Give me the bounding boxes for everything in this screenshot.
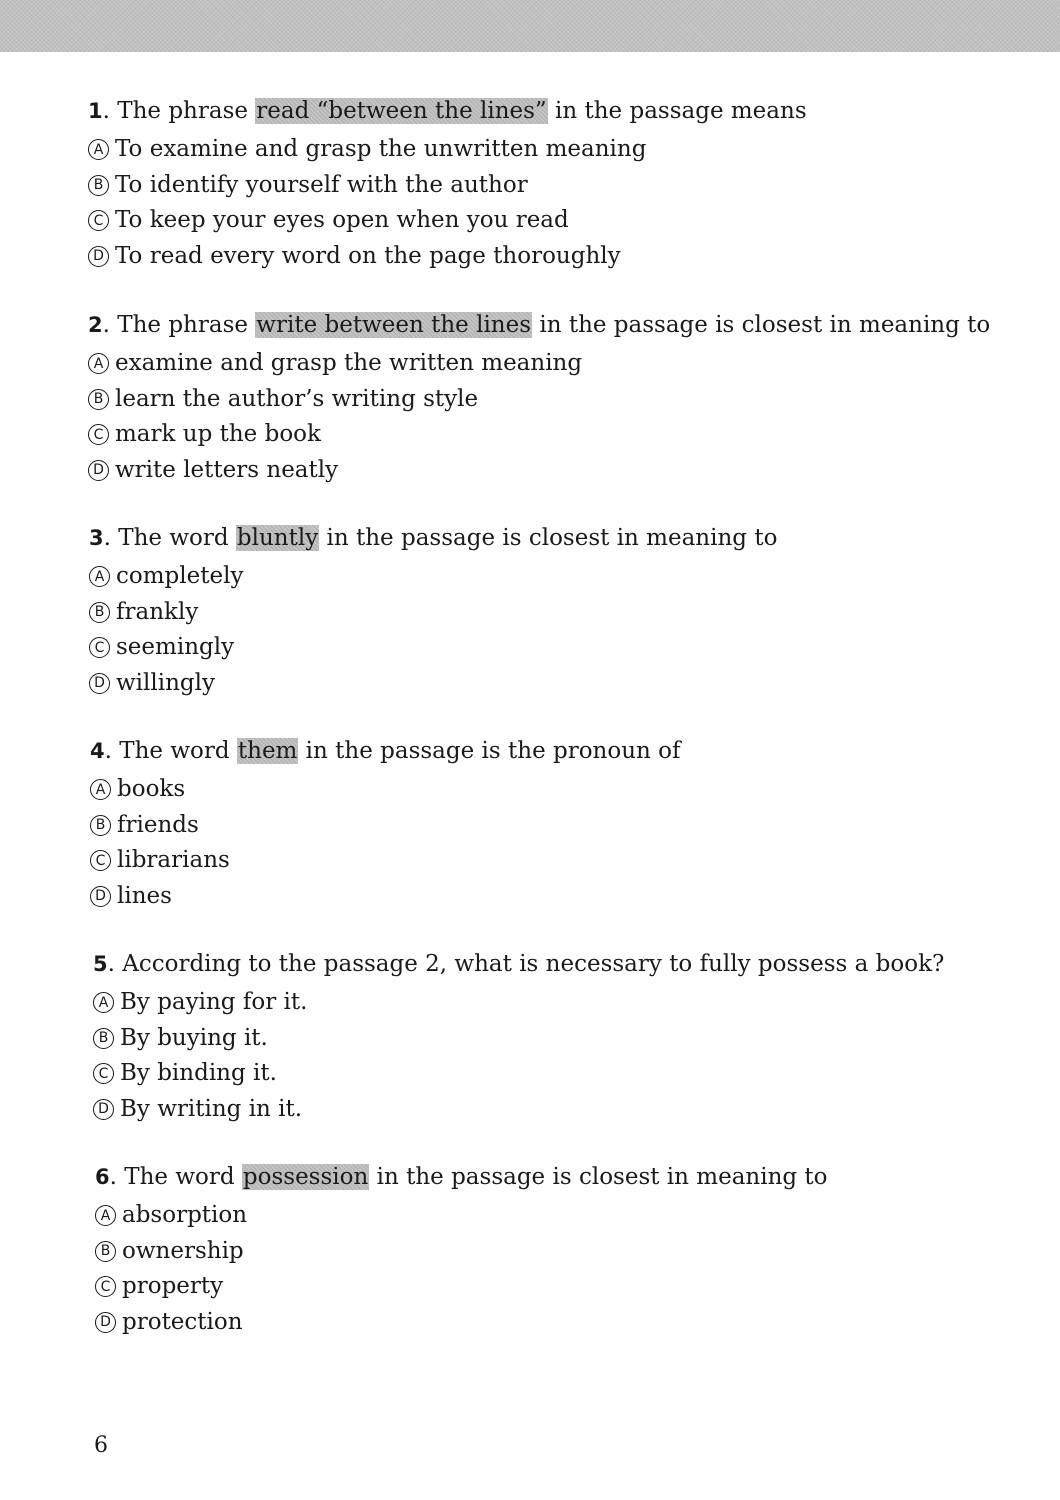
question-stem — [88, 310, 991, 340]
option-d[interactable] — [88, 239, 988, 275]
option-list — [95, 1198, 995, 1340]
option-text: mark up the book — [115, 421, 321, 447]
option-text: seemingly — [116, 634, 235, 660]
option-letter-c: C — [95, 1276, 116, 1297]
stem-text: . The phrase — [102, 98, 256, 124]
option-text: completely — [116, 563, 244, 589]
page-number: 6 — [94, 1433, 108, 1458]
option-d[interactable] — [88, 453, 988, 489]
stem-text: in the passage is closest in meaning to — [319, 525, 778, 551]
question-2 — [88, 310, 991, 488]
option-letter-c: C — [89, 637, 110, 658]
highlighted-phrase: possession — [242, 1164, 369, 1190]
option-letter-a: A — [88, 353, 109, 374]
option-letter-a: A — [90, 779, 111, 800]
question-stem — [93, 949, 993, 979]
option-letter-c: C — [88, 424, 109, 445]
option-a[interactable] — [95, 1198, 995, 1234]
option-text: To keep your eyes open when you read — [115, 207, 569, 233]
question-number: 5 — [93, 952, 108, 976]
option-list — [88, 132, 988, 274]
option-letter-a: A — [89, 566, 110, 587]
option-letter-c: C — [88, 210, 109, 231]
question-stem — [89, 523, 989, 553]
option-text: To examine and grasp the unwritten meaning — [115, 136, 647, 162]
option-c[interactable] — [90, 843, 990, 879]
option-text: protection — [122, 1308, 243, 1335]
option-letter-d: D — [89, 673, 110, 694]
option-letter-a: A — [88, 139, 109, 160]
option-d[interactable] — [95, 1305, 995, 1341]
option-text: By binding it. — [120, 1060, 277, 1086]
stem-text: in the passage means — [547, 98, 807, 124]
option-a[interactable] — [89, 559, 989, 595]
question-stem — [90, 736, 990, 766]
stem-text: . The word — [109, 1164, 242, 1190]
option-letter-b: B — [88, 389, 109, 410]
option-text: By buying it. — [120, 1024, 268, 1051]
option-d[interactable] — [90, 879, 990, 915]
option-letter-d: D — [95, 1312, 116, 1333]
option-text: lines — [117, 882, 172, 909]
question-stem — [95, 1162, 995, 1192]
highlighted-phrase: read “between the lines” — [256, 98, 547, 124]
option-text: friends — [117, 811, 199, 838]
option-text: frankly — [116, 598, 199, 625]
highlighted-phrase: write between the lines — [256, 312, 532, 338]
question-6 — [95, 1162, 995, 1340]
option-text: By paying for it. — [120, 989, 308, 1015]
stem-text: . The word — [104, 738, 237, 764]
option-a[interactable] — [88, 132, 988, 168]
option-text: ownership — [122, 1237, 244, 1264]
option-text: books — [117, 776, 186, 802]
question-5 — [93, 949, 993, 1127]
question-number: 4 — [90, 739, 105, 763]
option-text: willingly — [116, 669, 215, 696]
stem-text: . The phrase — [102, 312, 256, 338]
option-letter-c: C — [90, 850, 111, 871]
stem-text: . The word — [103, 525, 236, 551]
option-text: property — [122, 1273, 224, 1299]
option-b[interactable] — [88, 168, 988, 204]
option-list — [93, 985, 993, 1127]
option-letter-d: D — [90, 886, 111, 907]
highlighted-phrase: them — [237, 738, 298, 764]
option-text: To read every word on the page thoroughly — [115, 242, 621, 269]
question-3 — [89, 523, 989, 701]
option-letter-b: B — [88, 175, 109, 196]
option-text: librarians — [117, 847, 230, 873]
option-c[interactable] — [89, 630, 989, 666]
question-stem — [88, 96, 988, 126]
option-c[interactable] — [88, 203, 988, 239]
option-letter-d: D — [93, 1099, 114, 1120]
option-letter-a: A — [93, 992, 114, 1013]
stem-text: . According to the passage 2, what is necessary to fully possess a book? — [107, 951, 945, 977]
option-list — [90, 772, 990, 914]
option-c[interactable] — [88, 417, 988, 453]
option-b[interactable] — [95, 1234, 995, 1270]
option-text: To identify yourself with the author — [115, 171, 528, 198]
option-c[interactable] — [95, 1269, 995, 1305]
option-letter-c: C — [93, 1063, 114, 1084]
question-4 — [90, 736, 990, 914]
option-c[interactable] — [93, 1056, 993, 1092]
option-letter-b: B — [90, 815, 111, 836]
option-letter-a: A — [95, 1205, 116, 1226]
option-d[interactable] — [89, 666, 989, 702]
option-a[interactable] — [93, 985, 993, 1021]
option-d[interactable] — [93, 1092, 993, 1128]
stem-text: in the passage is the pronoun of — [298, 738, 681, 764]
option-b[interactable] — [88, 382, 988, 418]
stem-text: in the passage is closest in meaning to — [532, 312, 991, 338]
option-a[interactable] — [90, 772, 990, 808]
option-text: learn the author’s writing style — [115, 385, 479, 412]
option-letter-b: B — [93, 1028, 114, 1049]
option-a[interactable] — [88, 346, 988, 382]
option-b[interactable] — [90, 808, 990, 844]
option-letter-b: B — [95, 1241, 116, 1262]
option-letter-b: B — [89, 602, 110, 623]
stem-text: in the passage is closest in meaning to — [369, 1164, 828, 1190]
header-band — [0, 0, 1060, 52]
option-text: examine and grasp the written meaning — [115, 350, 583, 376]
question-number: 1 — [88, 99, 103, 123]
option-b[interactable] — [89, 595, 989, 631]
option-list — [88, 346, 988, 488]
option-b[interactable] — [93, 1021, 993, 1057]
question-1 — [88, 96, 988, 274]
question-number: 6 — [95, 1165, 110, 1189]
option-letter-d: D — [88, 460, 109, 481]
option-text: absorption — [122, 1202, 248, 1228]
option-text: write letters neatly — [115, 456, 339, 483]
option-list — [89, 559, 989, 701]
question-number: 2 — [88, 313, 103, 337]
question-number: 3 — [89, 526, 104, 550]
option-letter-d: D — [88, 246, 109, 267]
option-text: By writing in it. — [120, 1095, 303, 1122]
highlighted-phrase: bluntly — [236, 525, 319, 551]
